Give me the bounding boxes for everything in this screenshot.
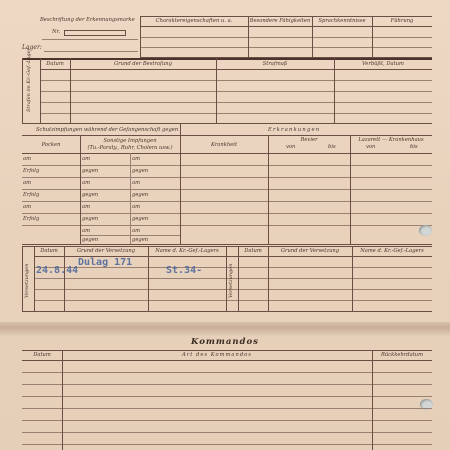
header-sprachen: Sprachkenntnisse: [318, 18, 366, 24]
header-sonstige-impfungen: Sonstige Impfungen: [103, 138, 157, 144]
side-label-versetzungen: Versetzungen: [24, 263, 30, 298]
header-erkrankungen: Erkrankungen: [268, 127, 321, 133]
impf-cell: Erfolg: [23, 216, 40, 222]
impf-cell: Erfolg: [23, 192, 40, 198]
card-fold: [0, 322, 450, 336]
header-laz-bis: bis: [410, 144, 418, 150]
impf-cell: am: [82, 156, 91, 162]
header-krankheit: Krankheit: [210, 142, 238, 148]
impf-cell: am: [132, 228, 141, 234]
nr-field: [64, 30, 126, 36]
header-verbuesst: Verbüßt, Datum: [362, 61, 404, 67]
impf-cell: am: [82, 180, 91, 186]
impf-cell: am: [23, 180, 32, 186]
header-strafen-datum: Datum: [46, 61, 64, 67]
stamp-dulag: Dulag 171: [78, 257, 133, 268]
header-name-lager-2: Name d. Kr.-Gef.-Lagers: [360, 248, 424, 254]
header-strafmass: Strafmaß: [262, 61, 288, 67]
label-nr: Nr.: [52, 29, 61, 35]
impf-cell: gegen: [82, 216, 99, 222]
header-schutzimpfungen: Schutzimpfungen während der Gefangenschaft gegen: [36, 127, 179, 133]
header-grund-bestrafung: Grund der Bestrafung: [114, 61, 172, 67]
label-erkennungsmarke: Beschriftung der Erkennungsmarke: [40, 17, 135, 23]
impf-cell: am: [82, 204, 91, 210]
header-sonstige-sub: (Tu.-Paraty., Ruhr, Cholera usw.): [87, 145, 173, 151]
impf-cell: gegen: [82, 237, 99, 243]
header-lazarett: Lazarett — Krankenhaus: [358, 137, 424, 143]
impf-cell: am: [132, 156, 141, 162]
impf-cell: gegen: [82, 192, 99, 198]
stamp-stalag: St.34-: [166, 265, 203, 276]
impf-cell: am: [23, 156, 32, 162]
impf-cell: gegen: [132, 216, 149, 222]
header-revier: Revier: [300, 137, 318, 143]
punch-hole: [419, 225, 432, 236]
impf-cell: am: [132, 180, 141, 186]
kommandos-title: Kommandos: [191, 337, 259, 347]
header-name-lager: Name d. Kr.-Gef.-Lagers: [155, 248, 219, 254]
impf-cell: am: [132, 204, 141, 210]
impf-cell: am: [82, 228, 91, 234]
impf-cell: gegen: [82, 168, 99, 174]
header-vers-datum: Datum: [40, 248, 58, 254]
header-grund-versetzung: Grund der Versetzung: [76, 248, 136, 254]
header-art-kommando: Art des Kommandos: [182, 352, 252, 358]
side-label-versetzungen-2: Versetzungen: [228, 263, 234, 298]
header-pocken: Pocken: [41, 142, 61, 148]
header-faehigkeiten: Besondere Fähigkeiten: [249, 18, 311, 24]
label-lager: Lager:: [22, 44, 42, 51]
side-label-strafen: Strafen im Kr.-Gef.-Lager: [26, 48, 32, 112]
header-fuehrung: Führung: [390, 18, 414, 24]
header-rueckkehrdatum: Rückkehrdatum: [380, 352, 424, 358]
impf-cell: Erfolg: [23, 168, 40, 174]
impf-cell: gegen: [132, 237, 149, 243]
header-charakter: Charaktereigenschaften u. a.: [155, 18, 233, 24]
stamp-date: 24.8.44: [36, 265, 79, 276]
header-laz-von: von: [366, 144, 376, 150]
header-grund-versetzung-2: Grund der Versetzung: [280, 248, 340, 254]
impf-cell: gegen: [132, 192, 149, 198]
header-revier-bis: bis: [328, 144, 336, 150]
header-vers-datum-2: Datum: [244, 248, 262, 254]
impf-cell: am: [23, 204, 32, 210]
header-revier-von: von: [286, 144, 296, 150]
header-kommando-datum: Datum: [33, 352, 51, 358]
impf-cell: gegen: [132, 168, 149, 174]
